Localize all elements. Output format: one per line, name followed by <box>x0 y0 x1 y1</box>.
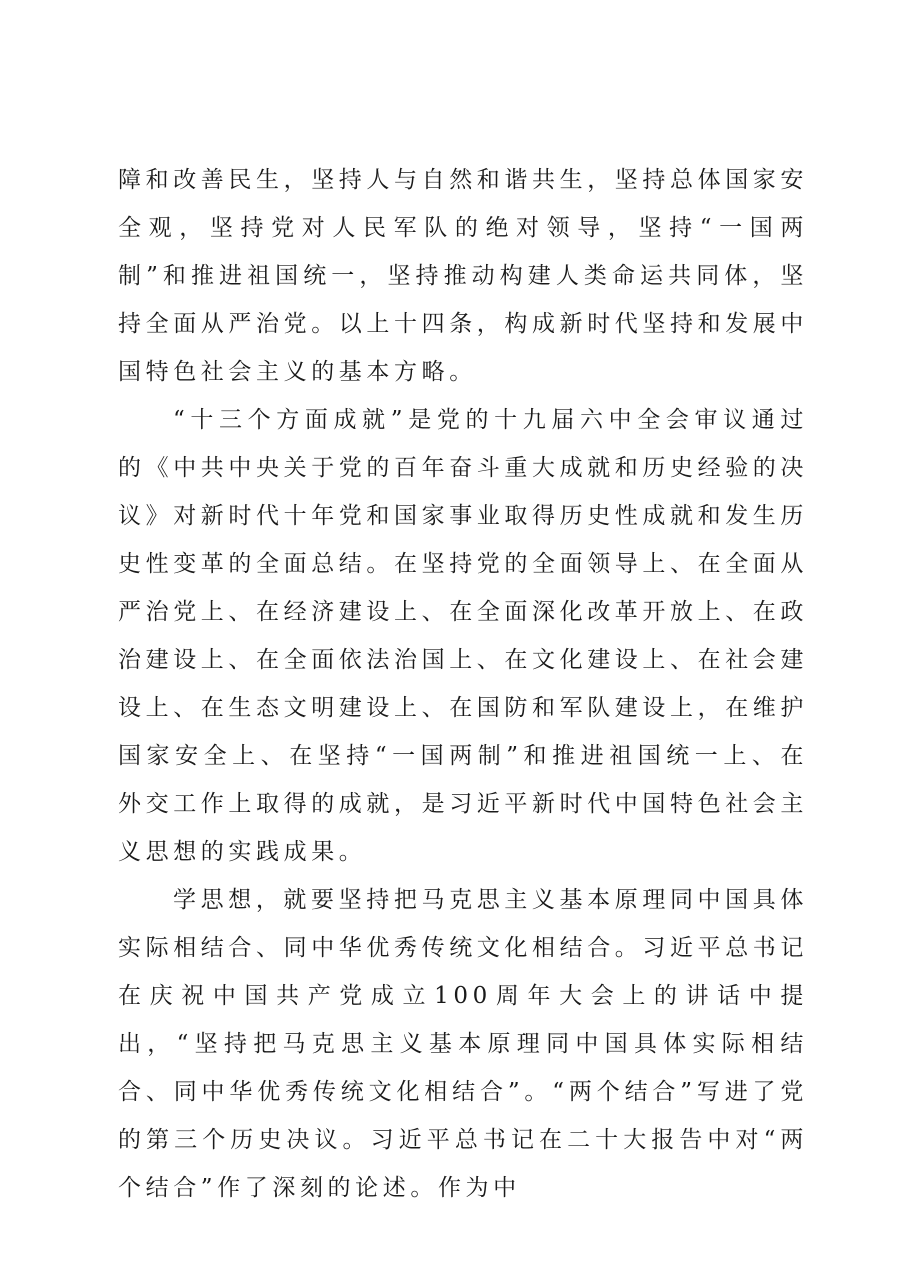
document-body <box>118 156 808 1212</box>
paragraph-two-combinations: 学思想，就要坚持把马克思主义基本原理同中国具体实际相结合、同中华优秀传统文化相结合。习近平总书记在庆祝中国共产党成立100周年大会上的讲话中提出，“坚持把马克思主义基本原理同中国具体实际相结合、同中华优秀传统文化相结合”。“两个结合”写进了党的第三个历史决议。习近平总书记在二十大报告中对“两个结合”作了深刻的论述。作为中 <box>118 887 808 1201</box>
paragraph-achievements: “十三个方面成就”是党的十九届六中全会审议通过的《中共中央关于党的百年奋斗重大成就和历史经验的决议》对新时代十年党和国家事业取得历史性成就和发生历史性变革的全面总结。在坚持党的全面领导上、在全面从严治党上、在经济建设上、在全面深化改革开放上、在政治建设上、在全面依法治国上、在文化建设上、在社会建设上、在生态文明建设上、在国防和军队建设上，在维护国家安全上、在坚持“一国两制”和推进祖国统一上、在外交工作上取得的成就，是习近平新时代中国特色社会主义思想的实践成果。 <box>118 407 808 865</box>
paragraph-continued: 障和改善民生，坚持人与自然和谐共生，坚持总体国家安全观，坚持党对人民军队的绝对领导，坚持“一国两制”和推进祖国统一，坚持推动构建人类命运共同体，坚持全面从严治党。以上十四条，构成新时代坚持和发展中国特色社会主义的基本方略。 <box>118 167 808 385</box>
